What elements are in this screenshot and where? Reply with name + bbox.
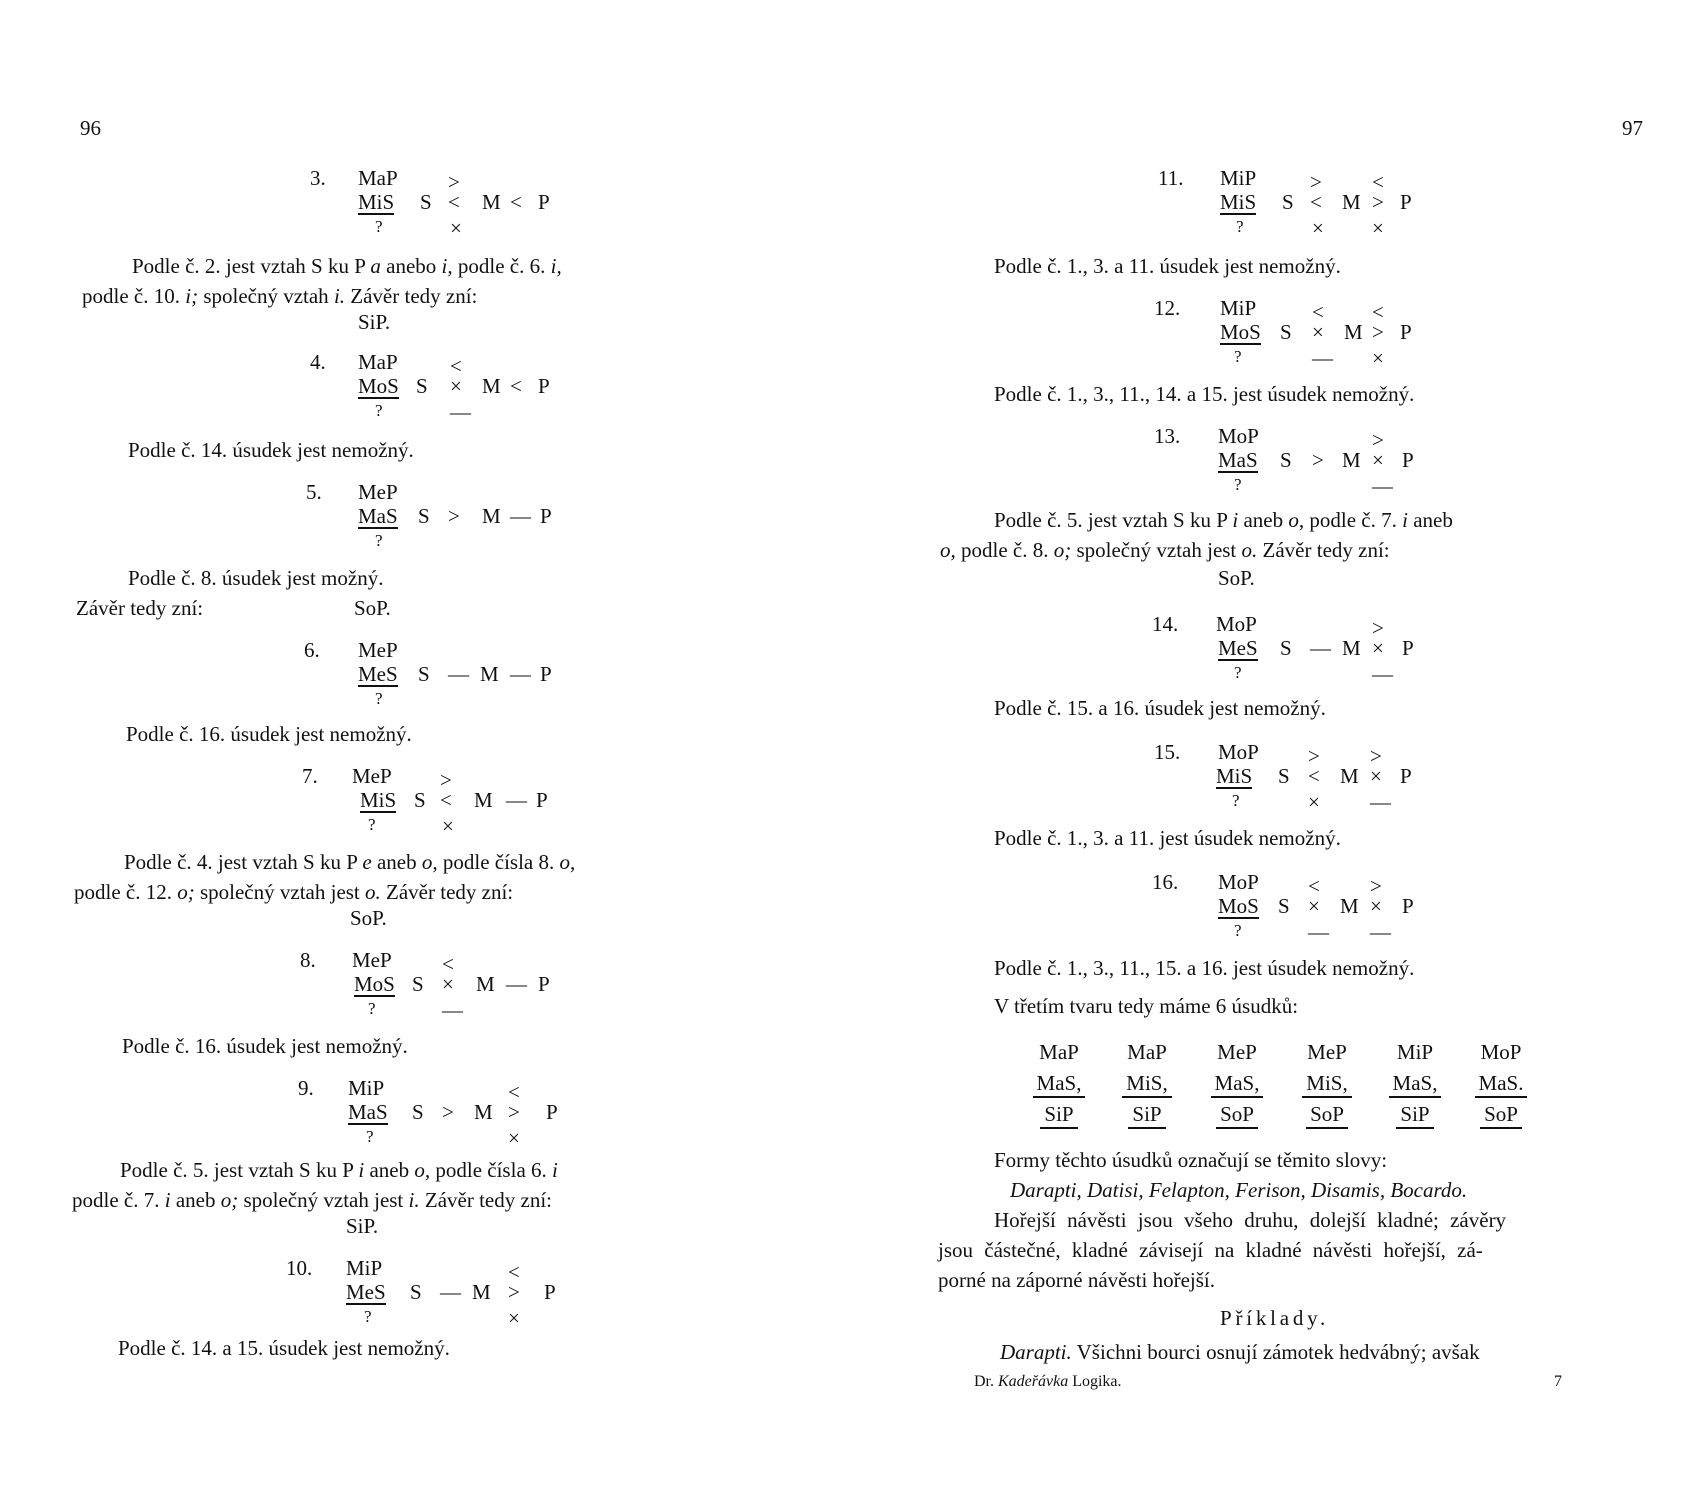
conclusion: SiP.: [346, 1214, 379, 1238]
examples-title: Příklady.: [1220, 1306, 1330, 1330]
page-number: 96: [80, 116, 101, 140]
text-line: Podle č. 8. úsudek jest možný.: [128, 566, 384, 590]
form-column: MaP MiS, SiP: [1112, 1040, 1182, 1129]
text-line: Podle č. 15. a 16. úsudek jest nemožný.: [994, 696, 1326, 720]
form-column: MeP MaS, SoP: [1202, 1040, 1272, 1129]
text-line: porné na záporné návěsti hořejší.: [938, 1268, 1215, 1292]
form-column: MeP MiS, SoP: [1292, 1040, 1362, 1129]
conclusion: SoP.: [350, 906, 387, 930]
text-line: Podle č. 1., 3., 11., 15. a 16. jest úsudek nemožný.: [994, 956, 1415, 980]
form-column: MaP MaS, SiP: [1024, 1040, 1094, 1129]
text-line: Podle č. 1., 3. a 11. úsudek jest nemožný.: [994, 254, 1341, 278]
text-line: Podle č. 1., 3., 11., 14. a 15. jest úsudek nemožný.: [994, 382, 1415, 406]
signature-mark: 7: [1554, 1373, 1562, 1390]
left-page: 96 3. MaP MiS ? S > < × M < P Podle č. 2. jest vztah S ku P a anebo i, podle č. 6. i, podle č. 10. i; společný vztah i. Závěr tedy zní: SiP. 4. MaP MoS ? S < × — M < P Podle č. 14. úsudek jest nemožný. 5. MeP MaS ? S > M — P Podle č. 8. úsudek jest možný. Závěr tedy zní: SoP. 6. MeP MeS ? S — M — P Podle č. 16. úsudek jest nemožný. 7. MeP MiS ? S > < × M — P Podle č. 4. jest vztah S ku P e aneb o, podle čísla 8. o, podle č. 12. o; společný vztah jest o. Závěr tedy zní: SoP. 8. MeP MoS ? S < × — M — P Podle č. 16. úsudek jest nemožný. 9. MiP MaS ? S > M < > × P Podle č. 5. jest vztah S ku P i aneb o, podle čísla 6. i podle č. 7. i aneb o; společný vztah jest i. Závěr tedy zní: SiP. 10. MiP MeS ? S — M < > × P Podle č. 14. a 15. úsudek jest nemožný.: [72, 116, 576, 1360]
text-line: Závěr tedy zní:: [76, 596, 204, 620]
text-line: Podle č. 1., 3. a 11. jest úsudek nemožný.: [994, 826, 1341, 850]
text-line: Formy těchto úsudků označují se těmito slovy:: [994, 1148, 1388, 1172]
text-line: Podle č. 5. jest vztah S ku P i aneb o, podle č. 7. i aneb: [994, 508, 1453, 532]
text-line: podle č. 7. i aneb o; společný vztah jest i. Závěr tedy zní:: [72, 1188, 552, 1212]
text-line: Podle č. 4. jest vztah S ku P e aneb o, podle čísla 8. o,: [124, 850, 576, 874]
conclusion: SiP.: [358, 310, 391, 334]
text-line: Hořejší návěsti jsou všeho druhu, dolejší kladné; závěry: [994, 1208, 1507, 1232]
text-line: podle č. 10. i; společný vztah i. Závěr tedy zní:: [82, 284, 478, 308]
right-page: 97 11. MiP MiS ? S > < × M < > × P Podle č. 1., 3. a 11. úsudek jest nemožný. 12. MiP MoS ? S < × — M < > × P Podle č. 1., 3., 11., 14. a 15. jest úsudek nemožný. 13. MoP MaS ? S > M > × — P Podle č. 5. jest vztah S ku P i aneb o, podle č. 7. i aneb o, podle č. 8. o; společný vztah jest o. Závěr tedy zní: SoP. 14. MoP MeS ? S — M > × — P Podle č. 15. a 16. úsudek jest nemožný. 15. MoP MiS ? S > < × M > × — P Podle č. 1., 3. a 11. jest úsudek nemožný. 16. MoP MoS ? S < × — M > × — P Podle č. 1., 3., 11., 15. a 16. jest úsudek nemožný. V třetím tvaru tedy máme 6 úsudků: MaP MaS, SiP MaP MiS, SiP MeP MaS, SoP MeP MiS, SoP MiP MaS, SiP MoP MaS. SoP Formy těchto úsudků označují se těmito slovy: Darapti, Datisi, Felapton, Ferison, Disamis, Bocardo. Hořejší návěsti jsou všeho druhu, dolejší kladné; závěry jsou částečné, kladné závisejí na kladné návěsti hořejší, zá- porné na záporné návěsti hořejší. Příklady. Darapti. Všichni bourci osnují zámotek hedvábný; avšak Dr. Kadeřávka Logika. 7: [938, 116, 1643, 1390]
text-line: Podle č. 5. jest vztah S ku P i aneb o, podle čísla 6. i: [120, 1158, 558, 1182]
forms-names: Darapti, Datisi, Felapton, Ferison, Disamis, Bocardo.: [1010, 1178, 1468, 1202]
text-line: Podle č. 14. a 15. úsudek jest nemožný.: [118, 1336, 450, 1360]
conclusion: SoP.: [1218, 566, 1255, 590]
text-line: Podle č. 14. úsudek jest nemožný.: [128, 438, 414, 462]
text-line: Darapti. Všichni bourci osnují zámotek hedvábný; avšak: [1000, 1340, 1480, 1364]
text-line: podle č. 12. o; společný vztah jest o. Závěr tedy zní:: [74, 880, 514, 904]
form-column: MoP MaS. SoP: [1466, 1040, 1536, 1129]
text-line: Podle č. 2. jest vztah S ku P a anebo i, podle č. 6. i,: [132, 254, 562, 278]
text-line: Podle č. 16. úsudek jest nemožný.: [126, 722, 412, 746]
form-column: MiP MaS, SiP: [1380, 1040, 1450, 1129]
footer: Dr. Kadeřávka Logika.: [974, 1373, 1122, 1390]
conclusion: SoP.: [354, 596, 391, 620]
text-line: o, podle č. 8. o; společný vztah jest o. Závěr tedy zní:: [940, 538, 1390, 562]
text-line: jsou částečné, kladné závisejí na kladné návěsti hořejší, zá-: [938, 1238, 1483, 1262]
page-number: 97: [1622, 116, 1643, 140]
summary-line: V třetím tvaru tedy máme 6 úsudků:: [994, 994, 1299, 1018]
forms-table: [1024, 1040, 1544, 1140]
text-line: Podle č. 16. úsudek jest nemožný.: [122, 1034, 408, 1058]
